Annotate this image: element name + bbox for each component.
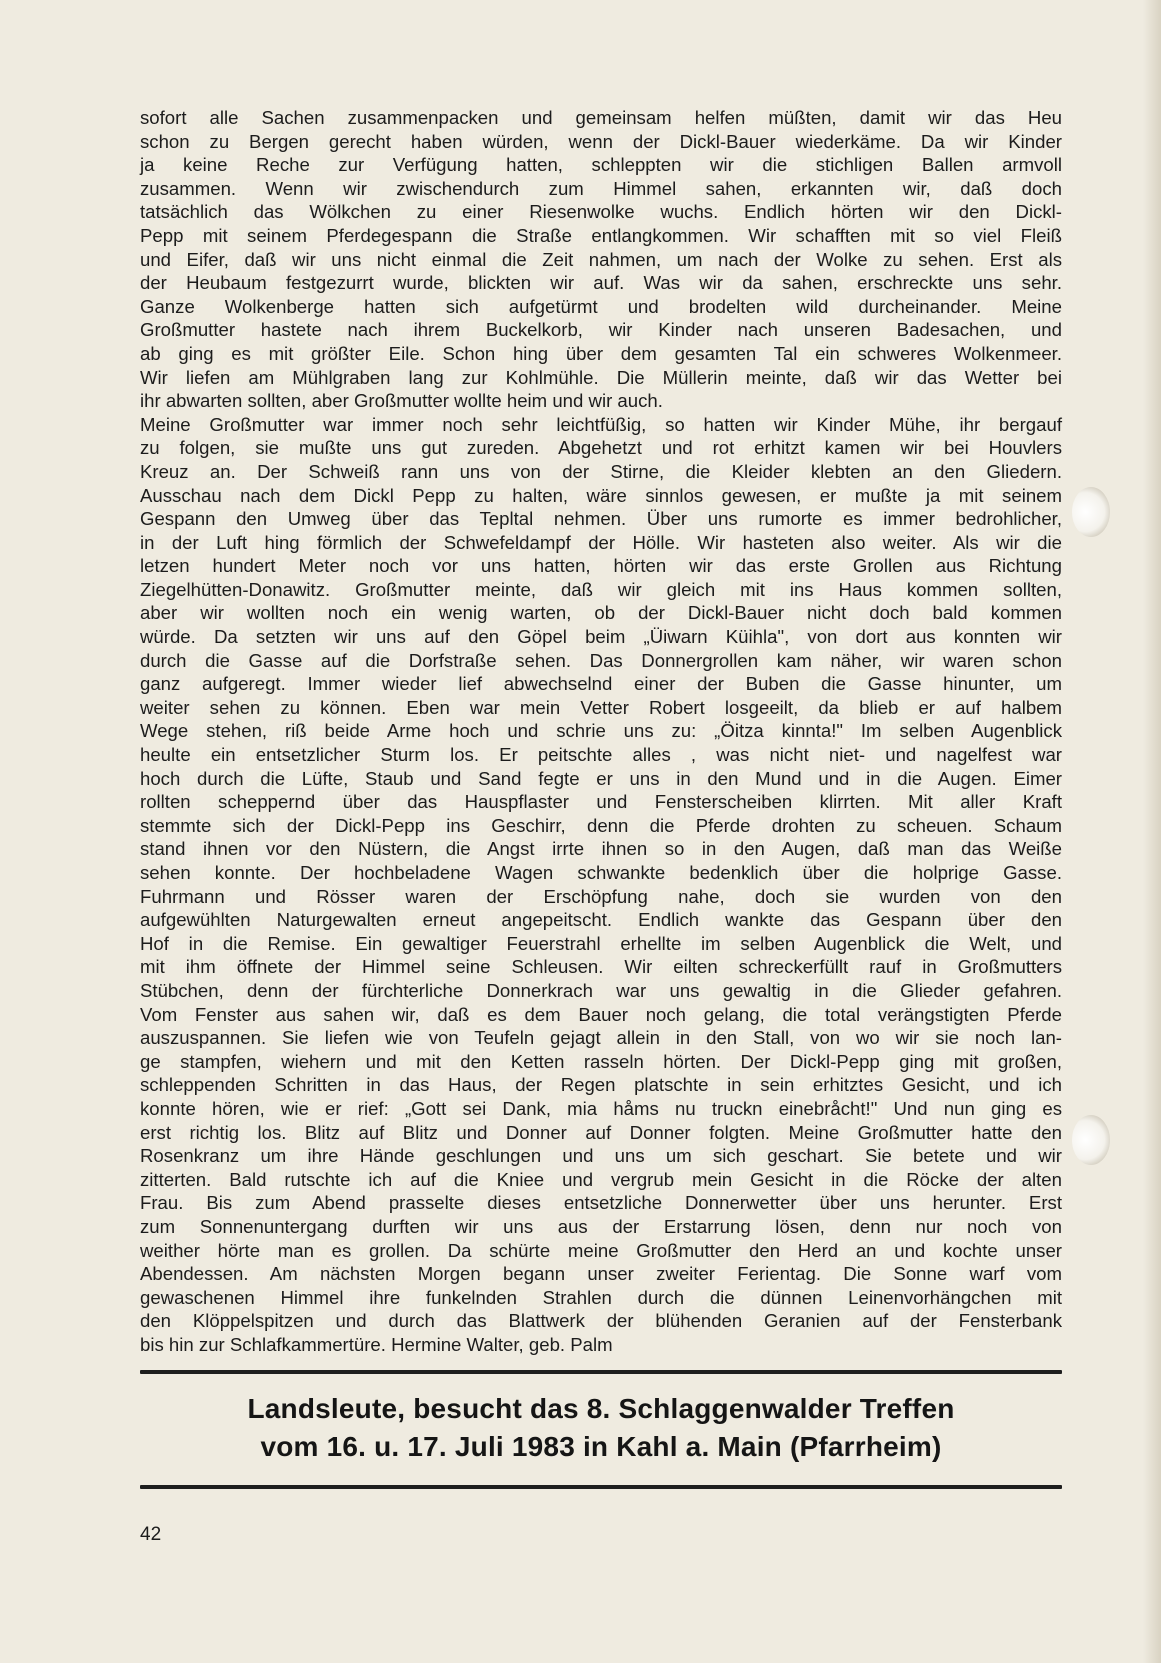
body-line: ge stampfen, wiehern und mit den Ketten rasseln hörten. Der Dickl-Pepp ging mit großen, <box>140 1050 1062 1072</box>
closing-line-row <box>140 1333 1062 1357</box>
body-line: Kreuz an. Der Schweiß rann uns von der Stirne, die Kleider klebten an den Gliedern. <box>140 460 1062 482</box>
body-line: auszuspannen. Sie liefen wie von Teufeln gejagt allein in den Stall, von wo wir sie noch lan- <box>140 1027 1062 1049</box>
body-line: Frau. Bis zum Abend prasselte dieses entsetzliche Donnerwetter über uns herunter. Erst <box>140 1192 1062 1214</box>
body-line: heulte ein entsetzlicher Sturm los. Er peitschte alles , was nicht niet- und nagelfest war <box>140 744 1062 766</box>
body-line: schleppenden Schritten in das Haus, der Regen platschte in sein erhitztes Gesicht, und ich <box>140 1074 1062 1096</box>
body-line: mit ihm öffnete der Himmel seine Schleusen. Wir eilten schreckerfüllt rauf in Großmutters <box>140 956 1062 978</box>
body-line: Fuhrmann und Rösser waren der Erschöpfung nahe, doch sie wurden von den <box>140 885 1062 907</box>
body-line: sofort alle Sachen zusammenpacken und gemeinsam helfen müßten, damit wir das Heu <box>140 107 1062 128</box>
body-line: gewaschenen Himmel ihre funkelnden Strahlen durch die dünnen Leinenvorhängchen mit <box>140 1286 1062 1308</box>
body-line: stemmte sich der Dickl-Pepp ins Geschirr, denn die Pferde drohten zu scheuen. Schaum <box>140 814 1062 836</box>
body-line: würde. Da setzten wir uns auf den Göpel beim „Üiwarn Küihla", von dort aus konnten wir <box>140 626 1062 648</box>
body-line: konnte hören, wie er rief: „Gott sei Dank, mia håms nu truckn einebråcht!" Und nun ging es <box>140 1097 1062 1119</box>
body-line: zu folgen, sie mußte uns gut zureden. Abgehetzt und rot erhitzt kamen wir bei Houvlers <box>140 437 1062 459</box>
body-line: Ganze Wolkenberge hatten sich aufgetürmt und brodelten wild durcheinander. Meine <box>140 295 1062 317</box>
body-line: und Eifer, daß wir uns nicht einmal die Zeit nahmen, um nach der Wolke zu sehen. Erst als <box>140 248 1062 270</box>
body-line: Wir liefen am Mühlgraben lang zur Kohlmühle. Die Müllerin meinte, daß wir das Wetter bei <box>140 366 1062 388</box>
body-line: sehen konnte. Der hochbeladene Wagen schwankte bedenklich über die holprige Gasse. <box>140 862 1062 883</box>
body-line: ab ging es mit größter Eile. Schon hing über dem gesamten Tal ein schweres Wolkenmeer. <box>140 342 1062 364</box>
body-line: den Klöppelspitzen und durch das Blattwerk der blühenden Geranien auf der Fensterbank <box>140 1310 1062 1332</box>
body-line: Wege stehen, riß beide Arme hoch und schrie uns zu: „Öitza kinnta!" Im selben Augenblick <box>140 720 1062 742</box>
body-line: schon zu Bergen gerecht haben würden, wenn der Dickl-Bauer wiederkäme. Da wir Kinder <box>140 130 1062 152</box>
body-line: der Heubaum festgezurrt wurde, blickten wir auf. Was wir da sahen, erschreckte uns sehr. <box>140 272 1062 294</box>
body-line: Rosenkranz um ihre Hände geschlungen und uns um sich geschart. Sie betete und wir <box>140 1145 1062 1167</box>
body-line: zusammen. Wenn wir zwischendurch zum Himmel sahen, erkannten wir, daß doch <box>140 177 1062 199</box>
body-line: Meine Großmutter war immer noch sehr leichtfüßig, so hatten wir Kinder Mühe, ihr bergauf <box>140 413 1062 435</box>
body-line: Pepp mit seinem Pferdegespann die Straße entlangkommen. Wir schafften mit so viel Fleiß <box>140 224 1062 246</box>
article-body <box>140 106 1062 1356</box>
body-line: letzen hundert Meter noch vor uns hatten, hörten wir das erste Grollen aus Richtung <box>140 555 1062 577</box>
body-line: aufgewühlten Naturgewalten erneut angepeitscht. Endlich wankte das Gespann über den <box>140 909 1062 931</box>
body-line: Ausschau nach dem Dickl Pepp zu halten, wäre sinnlos gewesen, er mußte ja mit seinem <box>140 484 1062 506</box>
banner-rule-bottom <box>140 1485 1062 1489</box>
body-line: weiter sehen zu können. Eben war mein Vetter Robert losgeeilt, da blieb er auf halbem <box>140 696 1062 718</box>
banner-line-1: Landsleute, besucht das 8. Schlaggenwalder Treffen <box>247 1393 955 1424</box>
body-line: weither hörte man es grollen. Da schürte meine Großmutter den Herd an und kochte unser <box>140 1239 1062 1261</box>
body-line: aber wir wollten noch ein wenig warten, ob der Dickl-Bauer nicht doch bald kommen <box>140 602 1062 624</box>
body-line: ja keine Reche zur Verfügung hatten, schleppten wir die stichligen Ballen armvoll <box>140 154 1062 176</box>
body-line: zitterten. Bald rutschte ich auf die Kniee und vergrub mein Gesicht in die Röcke der alten <box>140 1168 1062 1190</box>
body-line: ihr abwarten sollten, aber Großmutter wollte heim und wir auch. <box>140 390 663 412</box>
page-edge-shadow <box>1143 0 1161 1663</box>
punch-hole-top <box>1072 487 1110 537</box>
body-line: Hof in die Remise. Ein gewaltiger Feuerstrahl erhellte im selben Augenblick die Welt, und <box>140 932 1062 954</box>
body-line: Abendessen. Am nächsten Morgen begann unser zweiter Ferientag. Die Sonne warf vom <box>140 1263 1062 1285</box>
body-line: Stübchen, denn der fürchterliche Donnerkrach war uns gewaltig in die Glieder gefahren. <box>140 979 1062 1001</box>
body-line: zum Sonnenuntergang durften wir uns aus der Erstarrung lösen, denn nur noch von <box>140 1215 1062 1237</box>
body-line: ganz aufgeregt. Immer wieder lief abwechselnd einer der Buben die Gasse hinunter, um <box>140 673 1062 695</box>
body-line: erst richtig los. Blitz auf Blitz und Donner auf Donner folgten. Meine Großmutter hatte den <box>140 1121 1062 1143</box>
body-line: tatsächlich das Wölkchen zu einer Riesenwolke wuchs. Endlich hörten wir den Dickl- <box>140 201 1062 223</box>
body-line: stand ihnen vor den Nüstern, die Angst irrte ihnen so in den Augen, daß man das Weiße <box>140 838 1062 860</box>
body-line: rollten scheppernd über das Hauspflaster und Fensterscheiben klirrten. Mit aller Kraft <box>140 791 1062 813</box>
punch-hole-bottom <box>1072 1115 1110 1165</box>
closing-line: bis hin zur Schlafkammertüre. <box>140 1333 386 1355</box>
body-line: Großmutter hastete nach ihrem Buckelkorb, wir Kinder nach unseren Badesachen, und <box>140 319 1062 341</box>
body-line: Gespann den Umweg über das Tepltal nehmen. Über uns rumorte es immer bedrohlicher, <box>140 508 1062 530</box>
author-signature: Hermine Walter, geb. Palm <box>391 1333 613 1355</box>
body-line: Ziegelhütten-Donawitz. Großmutter meinte, daß wir gleich mit ins Haus kommen sollten, <box>140 578 1062 600</box>
body-line: durch die Gasse auf die Dorfstraße sehen. Das Donnergrollen kam näher, wir waren schon <box>140 649 1062 671</box>
body-line: hoch durch die Lüfte, Staub und Sand fegte er uns in den Mund und in die Augen. Eimer <box>140 767 1062 789</box>
announcement-banner <box>140 1390 1062 1466</box>
banner-line-2: vom 16. u. 17. Juli 1983 in Kahl a. Main (Pfarrheim) <box>260 1431 942 1462</box>
banner-rule-top <box>140 1370 1062 1374</box>
page-number: 42 <box>140 1524 162 1545</box>
body-line: Vom Fenster aus sahen wir, daß es dem Bauer noch gelang, die total verängstigten Pferde <box>140 1003 1062 1025</box>
body-line: in der Luft hing förmlich der Schwefeldampf der Hölle. Wir hasteten also weiter. Als wir die <box>140 531 1062 553</box>
